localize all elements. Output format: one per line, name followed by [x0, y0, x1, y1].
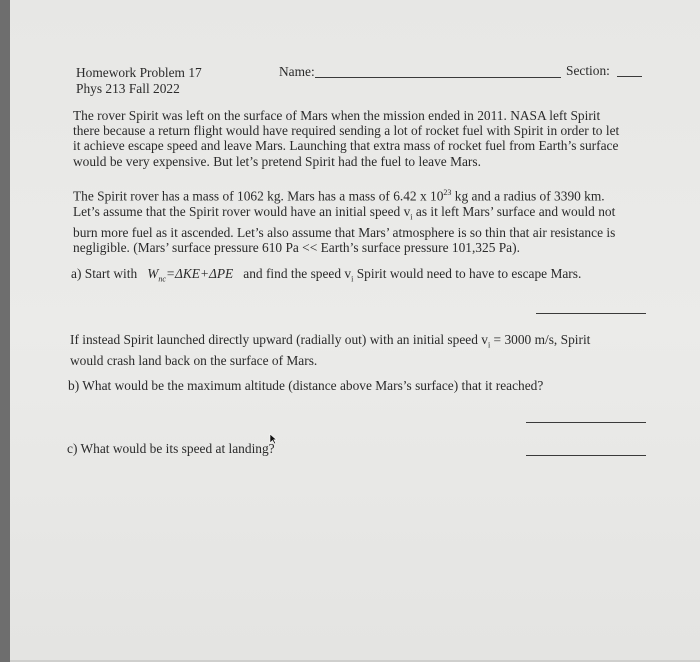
given-paragraph	[73, 185, 615, 255]
scenario-line: would crash land back on the surface of Mars.	[70, 352, 318, 368]
name-blank[interactable]	[315, 77, 561, 78]
work-energy-equation: $W_{nc}=\Delta KE+\Delta PE$	[147, 266, 234, 284]
given-line: negligible. (Mars’ surface pressure 610 Pa << Earth’s surface pressure 101,325 Pa).	[73, 239, 520, 255]
course-title: Homework Problem 17	[76, 65, 202, 80]
answer-blank-b[interactable]	[526, 422, 646, 423]
name-label: Name:	[279, 64, 315, 79]
intro-line: The rover Spirit was left on the surface of Mars when the mission ended in 2011. NASA left Spirit	[73, 108, 601, 123]
part-b-question: b) What would be the maximum altitude (distance above Mars’s surface) that it reached?	[68, 378, 544, 393]
intro-line: it achieve escape speed and leave Mars. Launching that extra mass of rocket fuel from Earth’s surface	[73, 138, 619, 154]
scenario-paragraph	[70, 332, 590, 368]
section-blank[interactable]	[617, 76, 642, 77]
given-line: The Spirit rover has a mass of 1062 kg. Mars has a mass of 6.42 x $10^{23}$ kg and a radius of 3390 km.	[73, 188, 605, 204]
section-label: Section:	[566, 63, 610, 78]
part-a-question: a) Start with $W_{nc}=\Delta KE+\Delta PE$ and find the speed $v_i$ Spirit would need to have to escape Mars.	[71, 266, 582, 284]
homework-page	[10, 0, 700, 662]
scenario-line: If instead Spirit launched directly upward (radially out) with an initial speed $v_i = 3000$ m/s, Spirit	[70, 332, 591, 350]
part-c-question: c) What would be its speed at landing?	[67, 441, 275, 456]
given-line: Let’s assume that the Spirit rover would have an initial speed $v_i$ as it left Mars’ surface and would not	[73, 203, 616, 222]
intro-line: there because a return flight would have required sending a lot of rocket fuel with Spirit in order to let	[73, 123, 620, 139]
mouse-cursor-icon	[269, 433, 277, 445]
answer-blank-c[interactable]	[526, 455, 646, 456]
intro-line: would be very expensive. But let’s pretend Spirit had the fuel to leave Mars.	[73, 153, 481, 169]
given-line: burn more fuel as it ascended. Let’s also assume that Mars’ atmosphere is so thin that air resistance is	[73, 224, 616, 240]
intro-paragraph	[73, 108, 619, 169]
course-subtitle: Phys 213 Fall 2022	[76, 81, 180, 96]
answer-blank-a[interactable]	[536, 313, 646, 314]
